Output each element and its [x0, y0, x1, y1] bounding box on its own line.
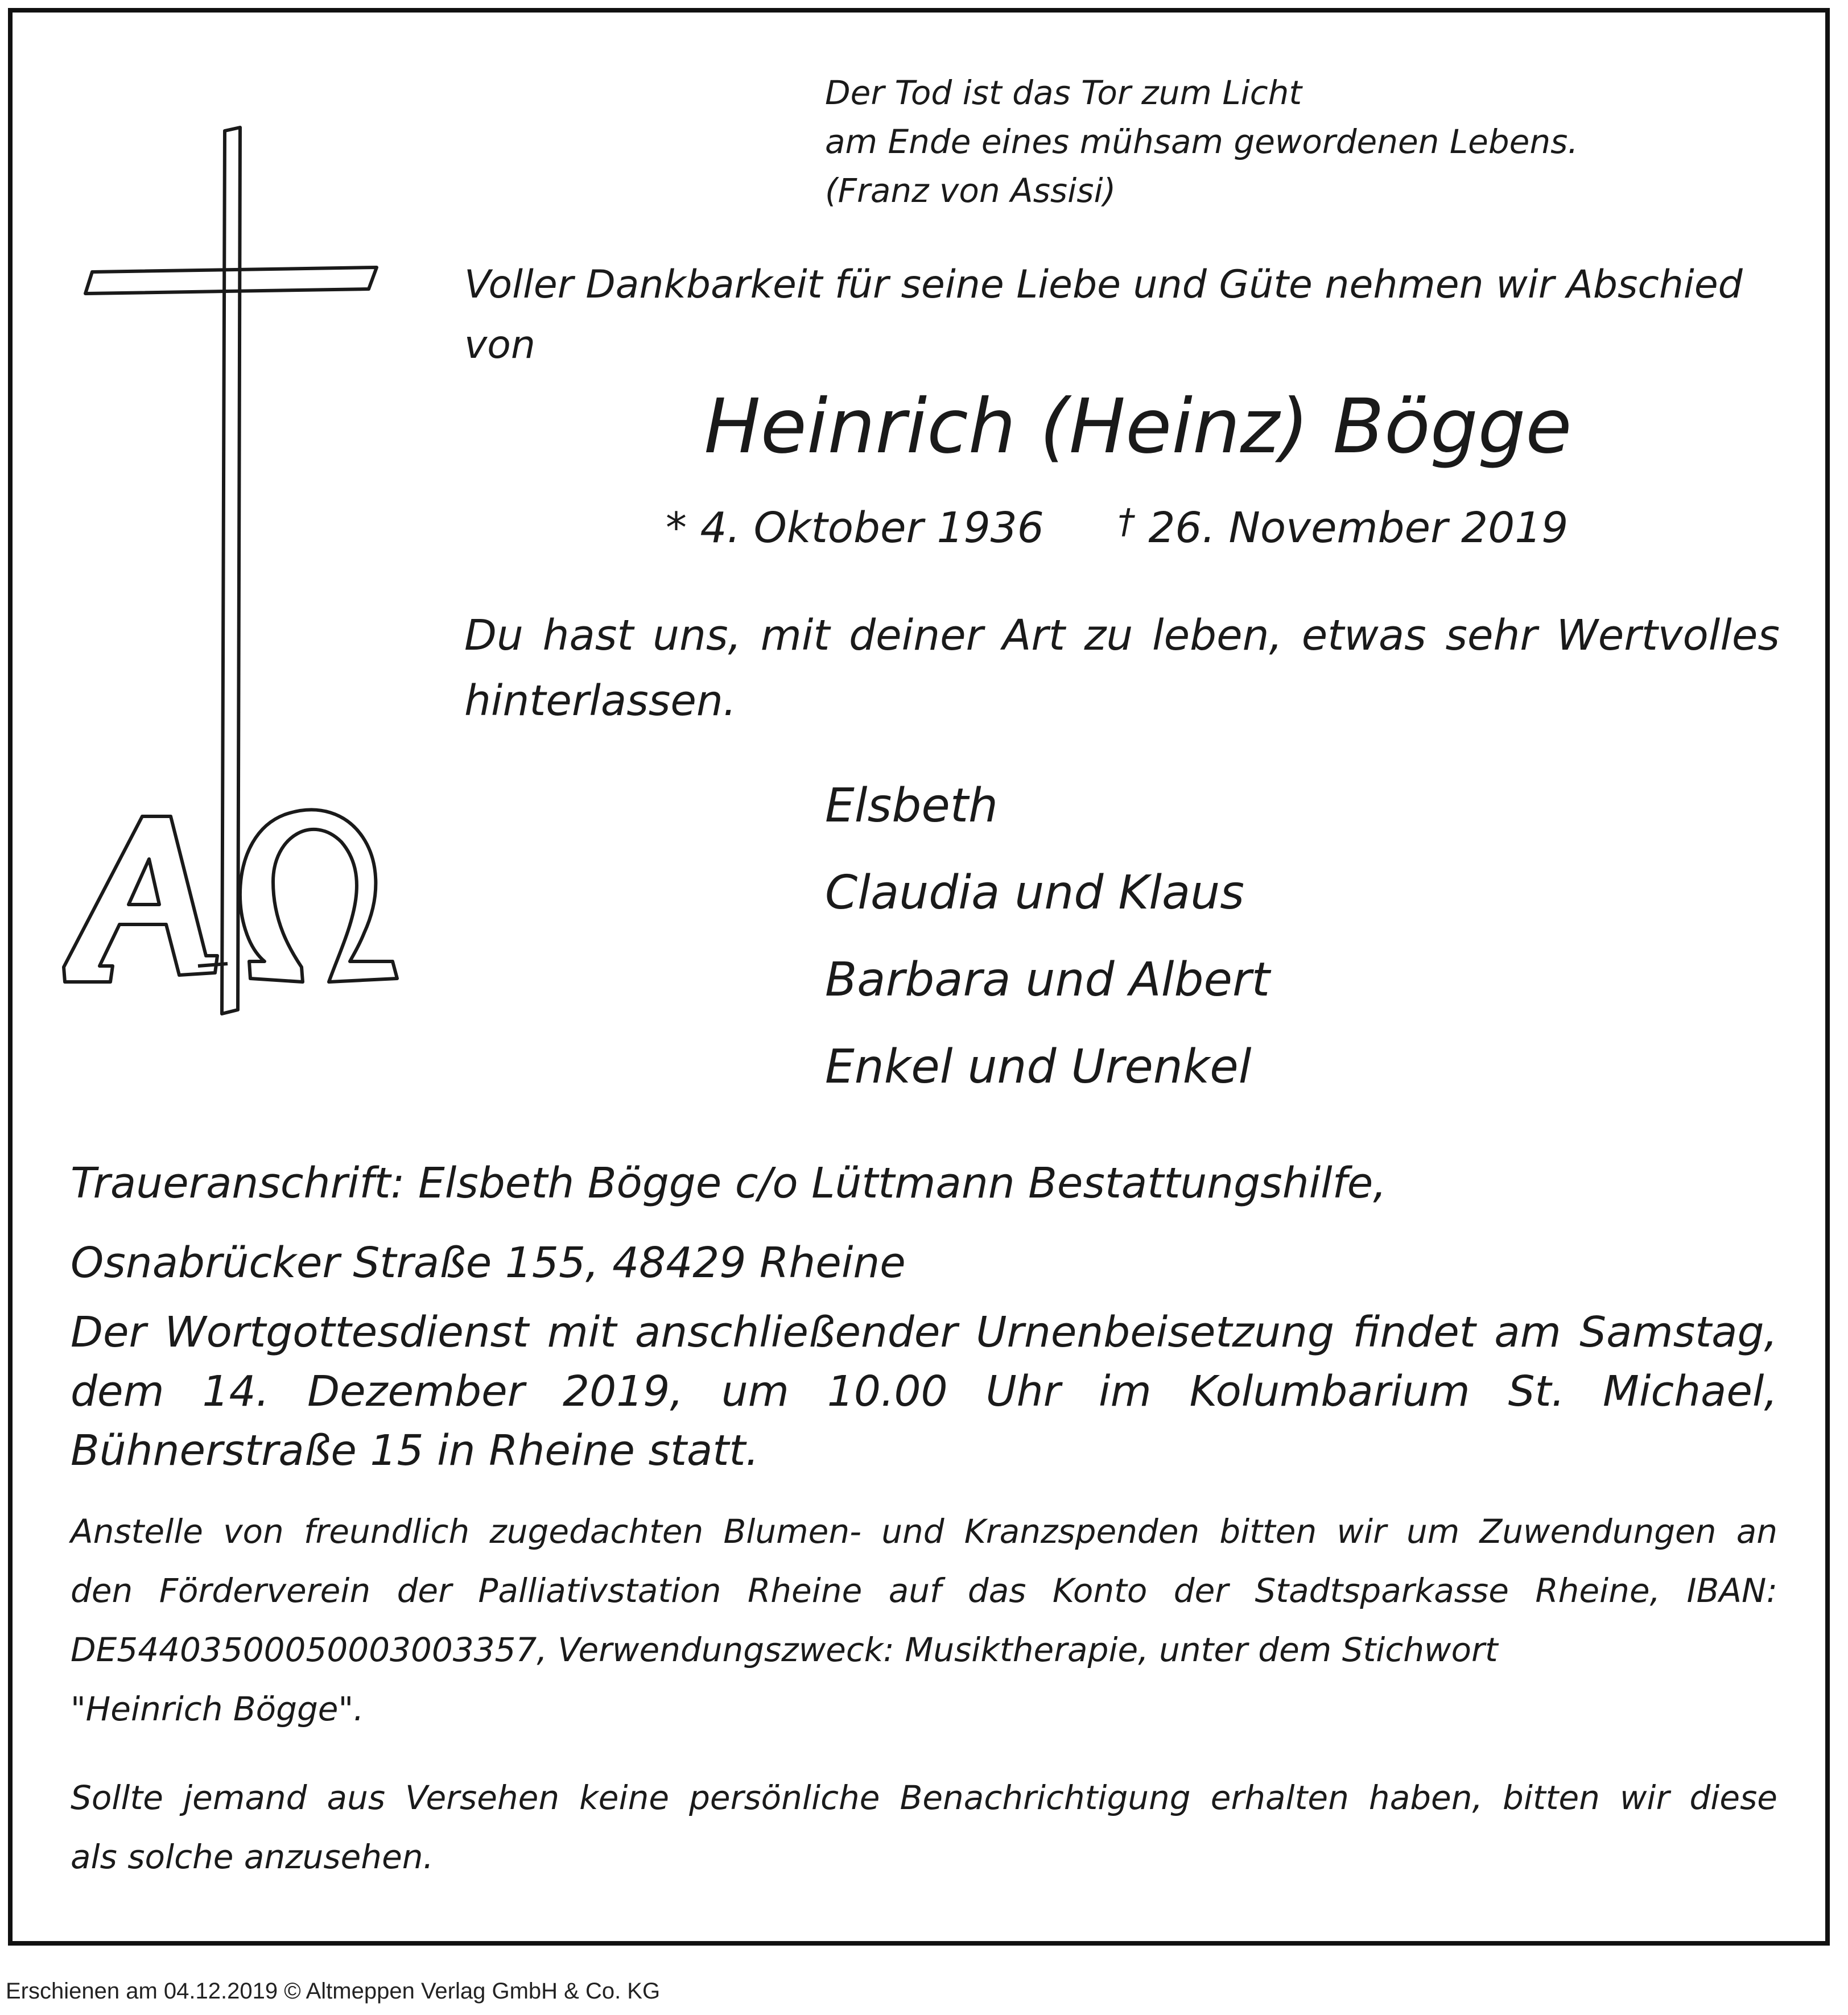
motto-attribution: (Franz von Assisi) — [825, 171, 1116, 210]
donation-line: "Heinrich Bögge". — [71, 1690, 364, 1728]
mourner-name: Claudia und Klaus — [825, 866, 1244, 920]
notification-line: Sollte jemand aus Versehen keine persönliche Benachrichtigung erhalten haben, bitten wir diese — [71, 1778, 1777, 1817]
donation-request — [71, 1502, 1777, 1739]
death-cross-icon: † — [1117, 502, 1135, 542]
service-line: Der Wortgottesdienst mit anschließender Urnenbeisetzung findet am Samstag, — [71, 1308, 1777, 1357]
farewell-quote: Du hast uns, mit deiner Art zu leben, etwas sehr Wertvolles hinterlassen. — [464, 611, 1780, 725]
motto-quote — [825, 68, 1578, 215]
birth-date: * 4. Oktober 1936 — [666, 503, 1044, 552]
mourner-name: Elsbeth — [825, 779, 998, 833]
publication-credit: Erschienen am 04.12.2019 © Altmeppen Verlag GmbH & Co. KG — [6, 1979, 661, 2004]
motto-line: Der Tod ist das Tor zum Licht — [825, 73, 1302, 112]
life-dates — [666, 499, 1568, 559]
cross-alpha-omega-icon — [57, 125, 410, 1026]
motto-line: am Ende eines mühsam gewordenen Lebens. — [825, 122, 1578, 161]
mourner-name: Barbara und Albert — [825, 953, 1270, 1007]
mourning-address — [71, 1143, 1387, 1303]
donation-line: Anstelle von freundlich zugedachten Blumen- und Kranzspenden bitten wir um Zuwendungen an — [71, 1512, 1777, 1551]
address-line: Traueranschrift: Elsbeth Bögge c/o Lüttmann Bestattungshilfe, — [71, 1159, 1387, 1208]
service-line: dem 14. Dezember 2019, um 10.00 Uhr im Kolumbarium St. Michael, — [71, 1367, 1777, 1416]
mourner-name: Enkel und Urenkel — [825, 1040, 1252, 1094]
intro-text: Voller Dankbarkeit für seine Liebe und Güte nehmen wir Abschied von — [464, 262, 1743, 368]
donation-line: den Förderverein der Palliativstation Rheine auf das Konto der Stadtsparkasse Rheine, IBAN: — [71, 1571, 1777, 1610]
notification-note — [71, 1768, 1777, 1886]
deceased-name: Heinrich (Heinz) Bögge — [704, 383, 1572, 470]
notification-line: als solche anzusehen. — [71, 1838, 434, 1876]
service-announcement — [71, 1303, 1777, 1480]
service-line: Bühnerstraße 15 in Rheine statt. — [71, 1426, 759, 1475]
address-line: Osnabrücker Straße 155, 48429 Rheine — [71, 1238, 906, 1287]
death-date: 26. November 2019 — [1148, 503, 1569, 552]
mourners-list — [825, 762, 1270, 1110]
donation-line: DE54403500050003003357, Verwendungszweck: Musiktherapie, unter dem Stichwort — [71, 1630, 1498, 1669]
